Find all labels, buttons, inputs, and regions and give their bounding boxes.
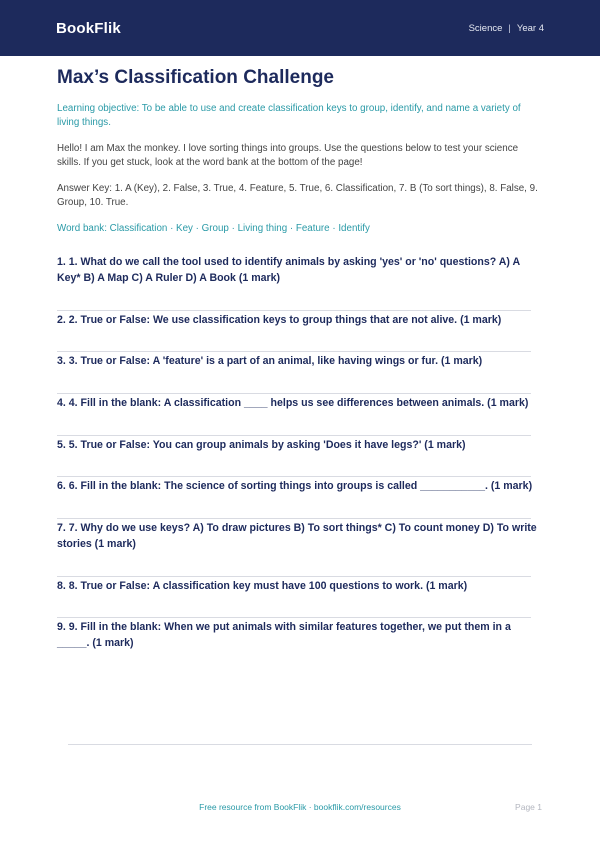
question-1: 1. 1. What do we call the tool used to identify animals by asking 'yes' or 'no' questions? A) A Key* B) A Map C) A Ruler D) A Book (1 mark) bbox=[57, 256, 520, 284]
meta-separator: | bbox=[508, 22, 511, 34]
answer-line-5[interactable] bbox=[57, 453, 531, 477]
learning-objective: Learning objective: To be able to use and create classification keys to group, identify, and name a variety of living things. bbox=[57, 103, 521, 128]
worksheet-content bbox=[57, 64, 543, 651]
question-3: 3. 3. True or False: A 'feature' is a part of an animal, like having wings or fur. (1 mark) bbox=[57, 355, 483, 367]
question-7: 7. 7. Why do we use keys? A) To draw pictures B) To sort things* C) To count money D) To write stories (1 mark) bbox=[57, 522, 537, 550]
answer-line-3[interactable] bbox=[57, 369, 531, 394]
question-9: 9. 9. Fill in the blank: When we put animals with similar features together, we put them in a _____. (1 mark) bbox=[57, 621, 511, 649]
intro-text: Hello! I am Max the monkey. I love sorting things into groups. Use the questions below to test your science skills. If you get stuck, look at the word bank at the bottom of the page! bbox=[57, 143, 519, 168]
year-label: Year 4 bbox=[516, 22, 544, 34]
answer-line-7[interactable] bbox=[57, 552, 531, 577]
answer-line-1[interactable] bbox=[57, 286, 531, 311]
header-meta bbox=[469, 23, 544, 34]
question-5: 5. 5. True or False: You can group animals by asking 'Does it have legs?' (1 mark) bbox=[57, 439, 466, 451]
brand-logo[interactable]: BookFlik bbox=[56, 19, 121, 37]
answer-line-6[interactable] bbox=[57, 494, 531, 519]
question-4: 4. 4. Fill in the blank: A classification ____ helps us see differences between animals. (1 mark) bbox=[57, 397, 529, 409]
answer-line-4[interactable] bbox=[57, 411, 531, 436]
question-2: 2. 2. True or False: We use classification keys to group things that are not alive. (1 mark) bbox=[57, 314, 502, 326]
answer-key: Answer Key: 1. A (Key), 2. False, 3. True, 4. Feature, 5. True, 6. Classification, 7. B (To sort things), 8. False, 9. Group, 10. True. bbox=[57, 183, 538, 208]
page-footer bbox=[0, 802, 600, 816]
answer-line-8[interactable] bbox=[57, 594, 531, 618]
page-title: Max’s Classification Challenge bbox=[57, 67, 334, 88]
question-6: 6. 6. Fill in the blank: The science of sorting things into groups is called ___________. (1 mark) bbox=[57, 480, 533, 492]
question-list bbox=[57, 254, 543, 651]
question-8: 8. 8. True or False: A classification key must have 100 questions to work. (1 mark) bbox=[57, 580, 468, 592]
answer-line-2[interactable] bbox=[57, 328, 531, 352]
footer-link[interactable]: Free resource from BookFlik · bookflik.com/resources bbox=[199, 802, 401, 812]
page-number: Page 1 bbox=[515, 802, 542, 812]
subject-label: Science bbox=[468, 22, 503, 34]
footer-divider bbox=[68, 744, 532, 745]
header-bar bbox=[0, 0, 600, 56]
word-bank: Word bank: Classification · Key · Group · Living thing · Feature · Identify bbox=[57, 223, 370, 234]
